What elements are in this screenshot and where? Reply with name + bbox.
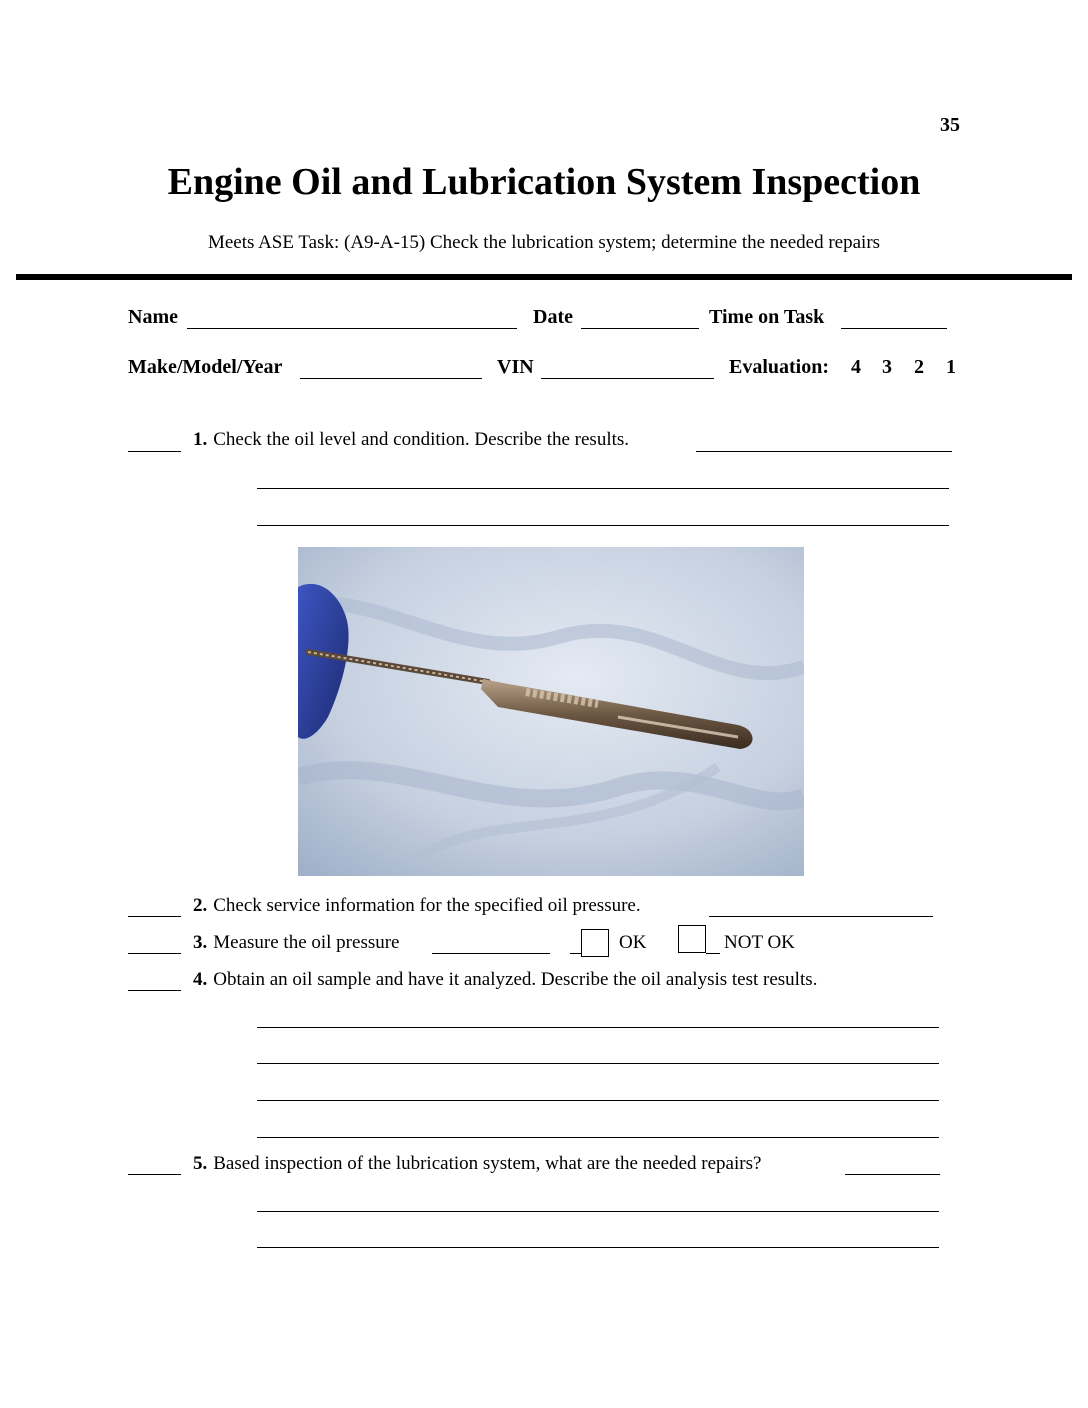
task-3-number: 3. bbox=[193, 932, 208, 953]
task-5-answer-line[interactable] bbox=[845, 1174, 940, 1175]
task-5-number: 5. bbox=[193, 1153, 208, 1174]
evaluation-score-3[interactable]: 3 bbox=[882, 356, 892, 378]
task-4-answer-line[interactable] bbox=[257, 1137, 939, 1138]
evaluation-score-2[interactable]: 2 bbox=[914, 356, 924, 378]
date-field[interactable] bbox=[581, 328, 699, 329]
header-divider bbox=[16, 274, 1072, 280]
task-2 bbox=[193, 895, 641, 917]
task-3-checkoff-blank[interactable] bbox=[128, 953, 181, 954]
date-label: Date bbox=[533, 306, 573, 328]
dipstick-photo bbox=[298, 547, 804, 876]
task-3 bbox=[193, 932, 400, 954]
task-5-text: Based inspection of the lubrication system, what are the needed repairs? bbox=[213, 1153, 762, 1174]
dipstick-illustration bbox=[298, 547, 804, 876]
name-label: Name bbox=[128, 306, 178, 328]
vin-label: VIN bbox=[497, 356, 534, 378]
task-5-answer-line[interactable] bbox=[257, 1247, 939, 1248]
task-4-number: 4. bbox=[193, 969, 208, 990]
task-2-text: Check service information for the specified oil pressure. bbox=[213, 895, 641, 916]
task-3-text: Measure the oil pressure bbox=[213, 932, 400, 953]
task-2-checkoff-blank[interactable] bbox=[128, 916, 181, 917]
page-number: 35 bbox=[940, 114, 960, 136]
task-4-answer-line[interactable] bbox=[257, 1063, 939, 1064]
task-1-answer-line[interactable] bbox=[257, 488, 949, 489]
ok-checkbox[interactable] bbox=[581, 929, 609, 957]
evaluation-label: Evaluation: bbox=[729, 356, 830, 378]
ok-label: OK bbox=[619, 932, 647, 953]
not-ok-label: NOT OK bbox=[724, 932, 795, 953]
vin-field[interactable] bbox=[541, 378, 714, 379]
task-1-answer-line[interactable] bbox=[696, 451, 952, 452]
task-4 bbox=[193, 969, 817, 991]
not-ok-checkbox-underline bbox=[706, 953, 720, 954]
make-model-year-field[interactable] bbox=[300, 378, 482, 379]
task-4-answer-line[interactable] bbox=[257, 1027, 939, 1028]
task-4-text: Obtain an oil sample and have it analyzed. Describe the oil analysis test results. bbox=[213, 969, 818, 990]
make-model-year-label: Make/Model/Year bbox=[128, 356, 283, 378]
evaluation-score-1[interactable]: 1 bbox=[946, 356, 956, 378]
task-1-number: 1. bbox=[193, 429, 208, 450]
task-1-answer-line[interactable] bbox=[257, 525, 949, 526]
task-1 bbox=[193, 429, 629, 451]
task-1-text: Check the oil level and condition. Describe the results. bbox=[213, 429, 630, 450]
task-4-checkoff-blank[interactable] bbox=[128, 990, 181, 991]
oil-pressure-field[interactable] bbox=[432, 953, 550, 954]
time-on-task-field[interactable] bbox=[841, 328, 947, 329]
time-on-task-label: Time on Task bbox=[709, 306, 825, 328]
evaluation-score-4[interactable]: 4 bbox=[851, 356, 861, 378]
task-5-checkoff-blank[interactable] bbox=[128, 1174, 181, 1175]
ase-task-subtitle: Meets ASE Task: (A9-A-15) Check the lubrication system; determine the needed repairs bbox=[207, 232, 881, 253]
task-5 bbox=[193, 1153, 761, 1175]
task-4-answer-line[interactable] bbox=[257, 1100, 939, 1101]
task-2-answer-line[interactable] bbox=[709, 916, 933, 917]
not-ok-checkbox[interactable] bbox=[678, 925, 706, 953]
task-5-answer-line[interactable] bbox=[257, 1211, 939, 1212]
page-title: Engine Oil and Lubrication System Inspection bbox=[167, 161, 921, 203]
task-1-checkoff-blank[interactable] bbox=[128, 451, 181, 452]
name-field[interactable] bbox=[187, 328, 517, 329]
task-2-number: 2. bbox=[193, 895, 208, 916]
